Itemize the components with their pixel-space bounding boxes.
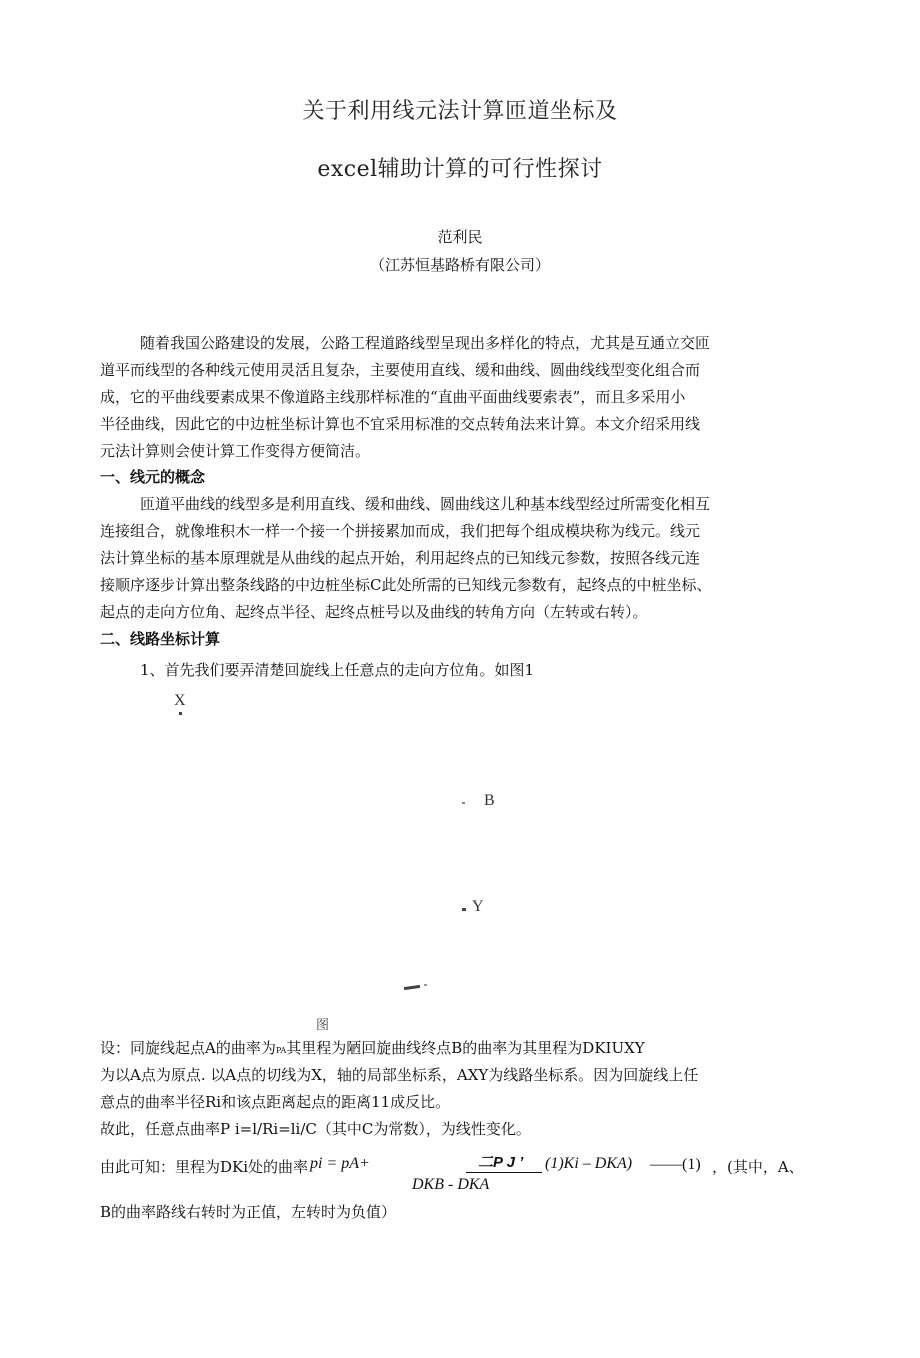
section2-item-1: 1、首先我们要弄清楚回旋线上任意点的走向方位角。如图1 — [140, 661, 535, 679]
formula-factor: (1)Ki – DKA) — [545, 1155, 633, 1172]
intro-line: 随着我国公路建设的发展，公路工程道路线型呈现出多样化的特点，尤其是互通立交匝 — [140, 334, 711, 352]
formula-denominator: DKB - DKA — [412, 1176, 490, 1193]
body-line-1-prefix: 设：同旋线起点A的曲率为 — [100, 1039, 276, 1057]
title-line-1: 关于利用线元法计算匝道坐标及 — [302, 99, 618, 124]
intro-line: 成，它的平曲线要素成果不像道路主线那样标准的“直曲平面曲线要索表”，而且多采用小 — [100, 388, 686, 406]
formula-continuation: B的曲率路线右转时为正值，左转时为负值） — [100, 1203, 397, 1221]
intro-line: 道平而线型的各种线元使用灵活且复杂，主要使用直线、缓和曲线、圆曲线线型变化组合而 — [100, 361, 701, 379]
formula-tail: ，(其中，A、 — [712, 1158, 804, 1176]
figure-mark — [404, 985, 420, 990]
body-line-1 — [100, 1037, 645, 1058]
formula-numerator: 二P J ’ — [478, 1154, 524, 1171]
body-line-4: 故此，任意点曲率P i=l/Ri=li/C（其中C为常数），为线性变化。 — [100, 1120, 531, 1138]
figure-mark — [424, 984, 427, 986]
figure-mark — [462, 802, 465, 804]
figure-mark — [179, 712, 182, 715]
section1-line: 接顺序逐步计算出整条线路的中边桩坐标C此处所需的已知线元参数有，起终点的中桩坐标、 — [100, 576, 712, 594]
intro-line: 元法计算则会使计算工作变得方便简洁。 — [100, 442, 371, 460]
figure-caption: 图 — [316, 1018, 330, 1033]
author-affiliation: （江苏恒基路桥有限公司） — [369, 256, 550, 274]
curvature-subscript: PA — [275, 1046, 287, 1055]
figure-label-y: Y — [472, 898, 484, 915]
formula-lhs: pi = pA+ — [310, 1155, 370, 1172]
section1-line: 起点的走向方位角、起终点半径、起终点桩号以及曲线的转角方向（左转或右转）。 — [100, 603, 648, 621]
section1-line: 法计算坐标的基本原理就是从曲线的起点开始，利用起终点的已知线元参数，按照各线元连 — [100, 549, 701, 567]
figure-label-b: B — [484, 792, 495, 809]
author-name: 范利民 — [437, 228, 483, 246]
body-line-3: 意点的曲率半径Ri和该点距离起点的距离11成反比。 — [100, 1093, 451, 1111]
section-heading: 二、线路坐标计算 — [100, 630, 221, 648]
body-line-2: 为以A点为原点. 以A点的切线为X，轴的局部坐标系，AXY为线路坐标系。因为回旋线上任 — [100, 1066, 699, 1084]
intro-line: 半径曲线，因此它的中边桩坐标计算也不宜采用标准的交点转角法来计算。本文介绍采用线 — [100, 415, 701, 433]
figure-label-x: X — [174, 692, 186, 709]
formula-prefix: 由此可知：里程为DKi处的曲率 — [100, 1158, 309, 1176]
figure-mark — [462, 908, 466, 911]
formula-equation-number: ——(1) — [650, 1156, 701, 1173]
title-line-2: excel辅助计算的可行性探讨 — [317, 157, 603, 182]
fraction-bar — [466, 1172, 542, 1173]
section-heading: 一、线元的概念 — [100, 468, 206, 486]
body-line-1-suffix: 其里程为陋回旋曲线终点B的曲率为其里程为DKIUXY — [286, 1039, 645, 1057]
section1-line: 匝道平曲线的线型多是利用直线、缓和曲线、圆曲线这儿种基本线型经过所需变化相互 — [140, 495, 711, 513]
section1-line: 连接组合，就像堆积木一样一个接一个拼接累加而成，我们把每个组成模块称为线元。线元 — [100, 522, 701, 540]
